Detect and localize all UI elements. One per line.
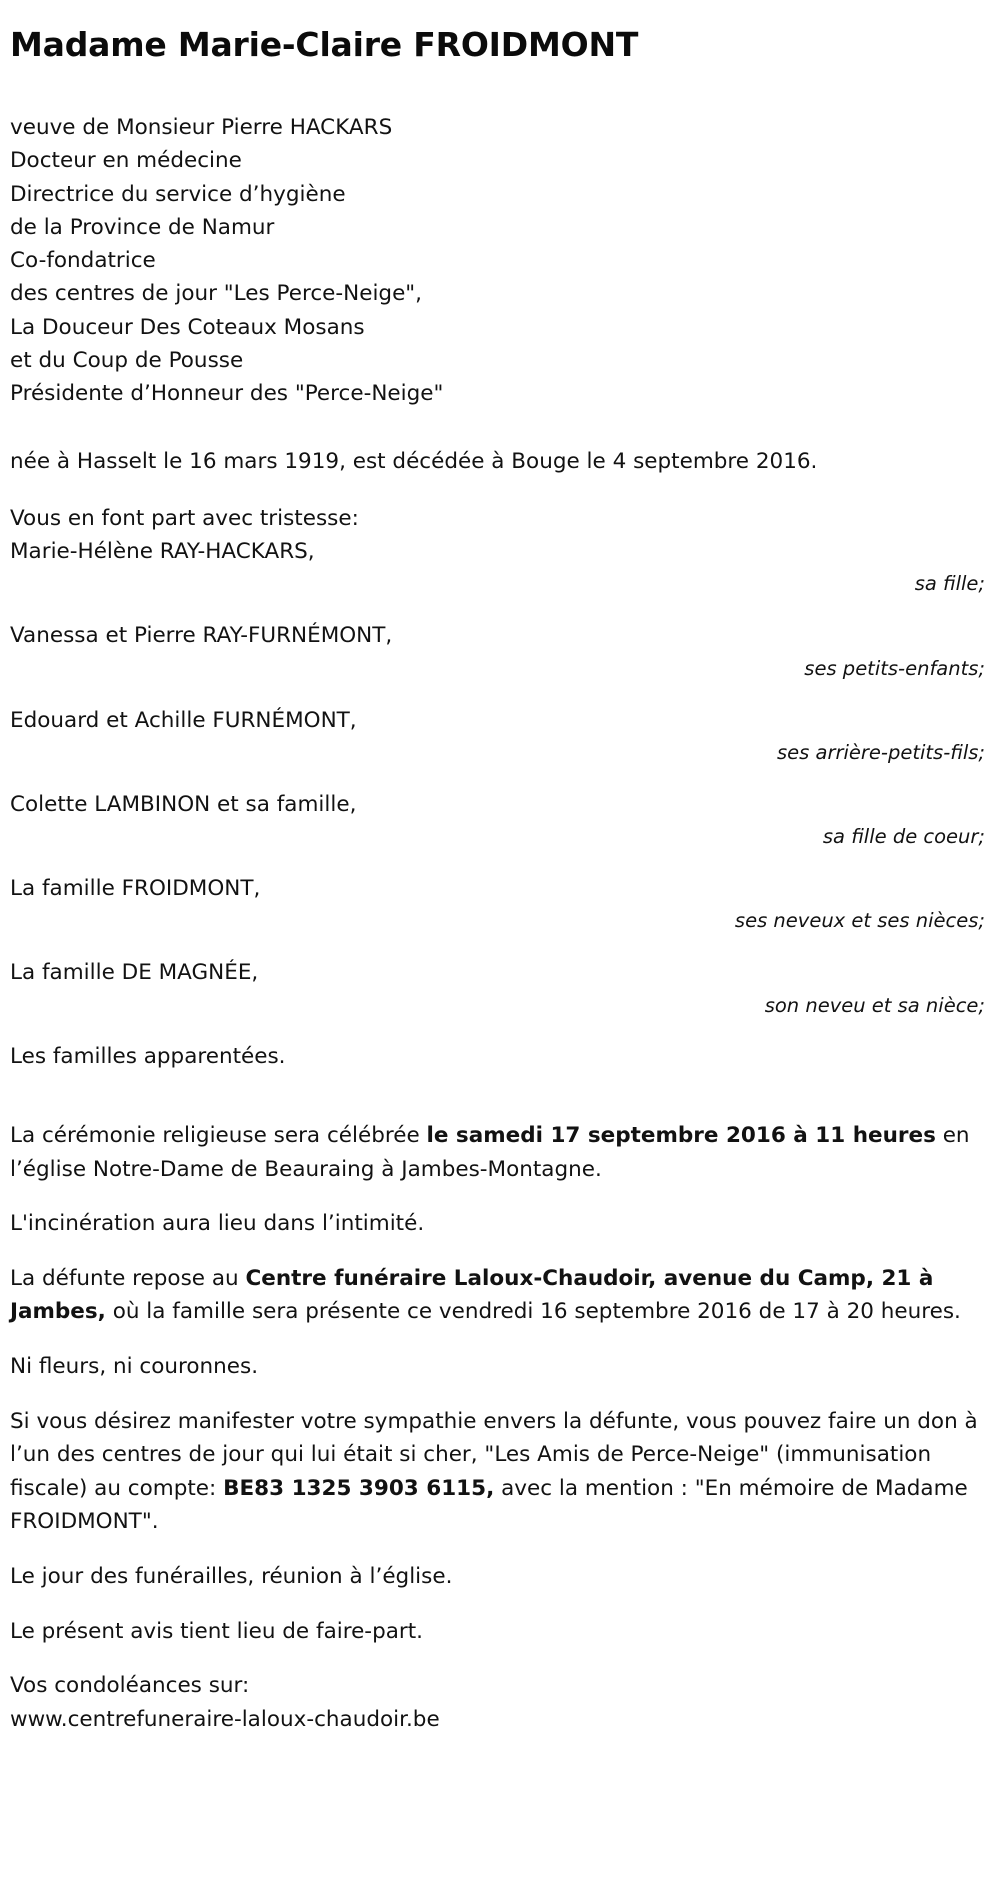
page-title: Madame Marie-Claire FROIDMONT (10, 25, 639, 64)
identity-block (10, 111, 986, 411)
identity-line: et du Coup de Pousse (10, 348, 244, 374)
survivors-list (10, 535, 986, 1022)
survivor-name: Marie-Hélène RAY-HACKARS, (10, 538, 315, 564)
note-text: Le présent avis tient lieu de faire-part. (10, 1618, 423, 1644)
survivor-entry (10, 704, 986, 769)
survivor-relation: son neveu et sa nièce; (764, 993, 985, 1017)
survivors-closing: Les familles apparentées. (10, 1043, 286, 1069)
note-paragraph-cremation (10, 1207, 986, 1241)
note-paragraph-condolences (10, 1669, 986, 1703)
note-text: Le jour des funérailles, réunion à l’église. (10, 1563, 453, 1589)
condolences-website: www.centrefuneraire-laloux-chaudoir.be (10, 1706, 440, 1732)
notes-block (10, 1119, 986, 1703)
survivor-entry (10, 535, 986, 600)
identity-line: Co-fondatrice (10, 248, 156, 274)
note-paragraph-notice (10, 1615, 986, 1649)
note-text: avec la mention : "En mémoire de Madame FROIDMONT". (10, 1475, 968, 1535)
note-emphasis: le samedi 17 septembre 2016 à 11 heures (426, 1122, 936, 1148)
note-paragraph-donation (10, 1405, 986, 1539)
survivor-entry (10, 872, 986, 937)
note-paragraph-resting-place (10, 1262, 986, 1329)
identity-line: veuve de Monsieur Pierre HACKARS (10, 114, 393, 140)
note-text: Ni fleurs, ni couronnes. (10, 1353, 259, 1379)
identity-line: Directrice du service d’hygiène (10, 181, 346, 207)
survivor-entry (10, 956, 986, 1021)
survivor-name: La famille FROIDMONT, (10, 876, 261, 902)
note-text: La cérémonie religieuse sera célébrée (10, 1122, 427, 1148)
note-text: Vos condoléances sur: (10, 1673, 250, 1699)
note-text: en l’église Notre-Dame de Beauraing à Jambes-Montagne. (10, 1122, 970, 1182)
note-paragraph-gathering (10, 1560, 986, 1594)
survivor-name: Colette LAMBINON et sa famille, (10, 791, 357, 817)
survivor-name: La famille DE MAGNÉE, (10, 960, 259, 986)
identity-line: Présidente d’Honneur des "Perce-Neige" (10, 381, 444, 407)
survivor-name: Edouard et Achille FURNÉMONT, (10, 707, 357, 733)
survivors-intro: Vous en font part avec tristesse: (10, 505, 359, 531)
note-paragraph-no-flowers (10, 1350, 986, 1384)
identity-line: La Douceur Des Coteaux Mosans (10, 314, 365, 340)
note-text: où la famille sera présente ce vendredi 16 septembre 2016 de 17 à 20 heures. (105, 1299, 961, 1325)
survivor-entry (10, 788, 986, 853)
note-paragraph-ceremony (10, 1119, 986, 1186)
survivor-entry (10, 619, 986, 684)
survivor-relation: sa fille de coeur; (822, 825, 985, 849)
identity-line: des centres de jour "Les Perce-Neige", (10, 281, 423, 307)
note-text: Si vous désirez manifester votre sympathie envers la défunte, vous pouvez faire un don à l’un des centres de jour qui lui était si cher, "Les Amis de Perce-Neige" (immunisation fiscale) au compte: (10, 1408, 978, 1501)
note-emphasis: BE83 1325 3903 6115, (223, 1475, 495, 1501)
note-text: L'incinération aura lieu dans l’intimité. (10, 1211, 425, 1237)
survivor-relation: ses petits-enfants; (804, 656, 985, 680)
survivor-name: Vanessa et Pierre RAY-FURNÉMONT, (10, 623, 393, 649)
survivor-relation: ses arrière-petits-fils; (777, 740, 985, 764)
identity-line: de la Province de Namur (10, 214, 275, 240)
identity-line: Docteur en médecine (10, 148, 242, 174)
note-text: La défunte repose au (10, 1265, 246, 1291)
survivor-relation: sa fille; (914, 572, 985, 596)
note-emphasis: Centre funéraire Laloux-Chaudoir, avenue du Camp, 21 à Jambes, (10, 1265, 934, 1325)
survivor-relation: ses neveux et ses nièces; (734, 909, 985, 933)
birth-death-line: née à Hasselt le 16 mars 1919, est décédée à Bouge le 4 septembre 2016. (10, 448, 818, 474)
